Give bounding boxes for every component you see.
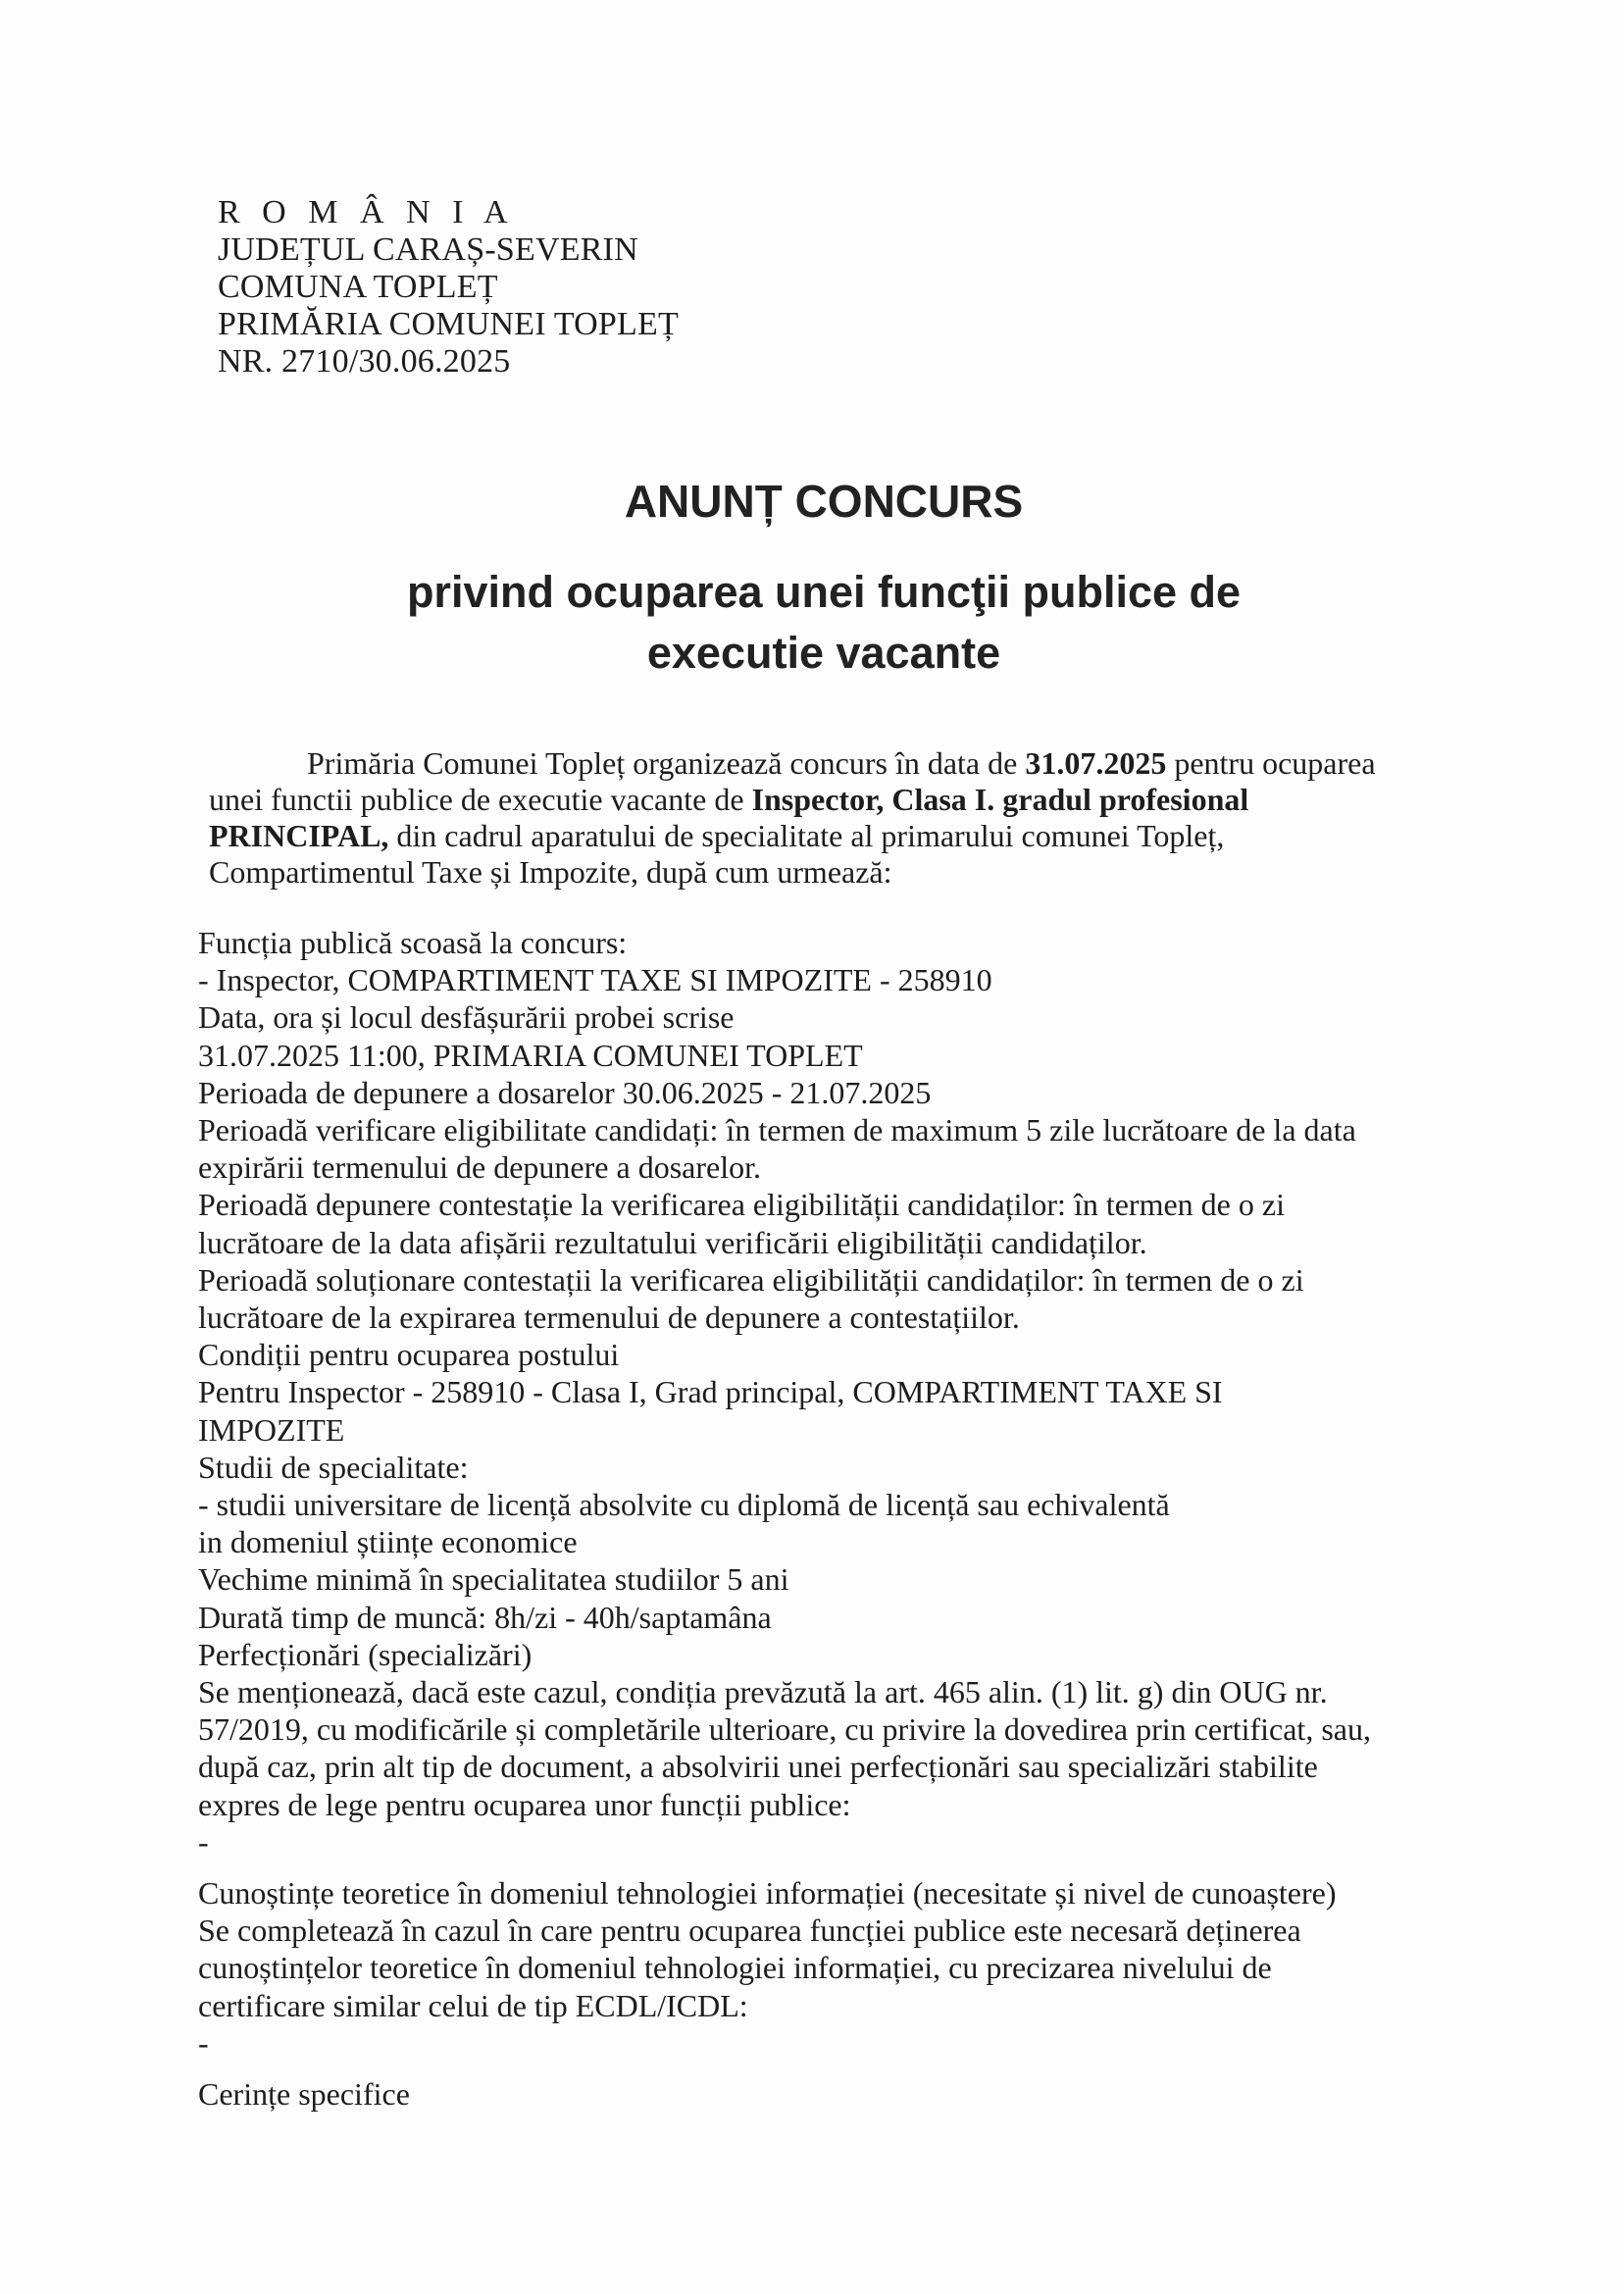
body-line: Perioadă depunere contestație la verificarea eligibilității candidaților: în termen de o zi [198,1187,1285,1223]
intro-line-3 [209,818,1376,854]
body-line: Condiții pentru ocuparea postului [198,1337,620,1373]
body-line: Se menționează, dacă este cazul, condiția prevăzută la art. 465 alin. (1) lit. g) din OUG nr. [198,1674,1328,1710]
body-line: după caz, prin alt tip de document, a absolvirii unei perfecționări sau specializări stabilite [198,1749,1318,1785]
body-line: - [198,1823,209,1860]
body-line: - Inspector, COMPARTIMENT TAXE SI IMPOZITE - 258910 [198,962,992,998]
spacer [198,2062,1371,2075]
body-line: Perioadă soluționare contestații la verificarea eligibilității candidaților: în termen de o zi [198,1261,1304,1298]
body-line: Se completează în cazul în care pentru ocuparea funcției publice este necesară deținerea [198,1912,1301,1949]
document-subtitle [12,562,1624,684]
body-line: expres de lege pentru ocuparea unor funcții publice: [198,1786,851,1822]
body-line: Cunoștințe teoretice în domeniul tehnologiei informației (necesitate și nivel de cunoaștere) [198,1875,1337,1912]
body-line: Pentru Inspector - 258910 - Clasa I, Grad principal, COMPARTIMENT TAXE SI [198,1374,1223,1410]
body-line: IMPOZITE [198,1411,345,1448]
intro-text: pentru ocuparea [1166,745,1376,781]
intro-paragraph [209,745,1376,891]
exam-date: 31.07.2025 [1025,745,1167,781]
body-line: Perfecționări (specializări) [198,1636,533,1672]
county-line: JUDEȚUL CARAȘ-SEVERIN [218,231,638,268]
body-line: Cerințe specifice [198,2076,410,2113]
body-line: 57/2019, cu modificările și completările ulterioare, cu privire la dovedirea prin certificat, sau, [198,1711,1371,1748]
intro-text: unei functii publice de executie vacante de [209,782,752,817]
body-line: - [198,2024,209,2061]
position-grade: PRINCIPAL, [209,818,389,853]
body-line: Perioada de depunere a dosarelor 30.06.2025 - 21.07.2025 [198,1074,932,1110]
body-line: expirării termenului de depunere a dosarelor. [198,1149,761,1186]
body-line: Funcția publică scoasă la concurs: [198,925,628,960]
subtitle-line-2: executie vacante [646,628,1001,678]
intro-line-4: Compartimentul Taxe și Impozite, după cum urmează: [209,854,892,890]
body-line: Data, ora și locul desfășurării probei scrise [198,999,735,1036]
commune-line: COMUNA TOPLEȚ [218,269,498,305]
body-line: Studii de specialitate: [198,1449,469,1485]
body-line: Durată timp de muncă: 8h/zi - 40h/saptamâna [198,1599,772,1635]
announcement-body [198,924,1371,2113]
body-line: in domeniul științe economice [198,1524,578,1560]
body-line: lucrătoare de la expirarea termenului de depunere a contestațiilor. [198,1300,1020,1336]
body-line: 31.07.2025 11:00, PRIMARIA COMUNEI TOPLET [198,1037,863,1073]
town-hall-line: PRIMĂRIA COMUNEI TOPLEȚ [218,306,679,342]
registration-number: NR. 2710/30.06.2025 [218,343,511,380]
spacer [198,1861,1371,1874]
body-line: Vechime minimă în specialitatea studiilor 5 ani [198,1561,789,1598]
intro-text: Primăria Comunei Topleț organizează concurs în data de [307,745,1026,781]
country-line: R O M Â N I A [218,194,515,230]
body-line: cunoștințelor teoretice în domeniul tehnologiei informației, cu precizarea nivelului de [198,1950,1272,1986]
issuer-header [218,194,679,381]
intro-line-1 [209,745,1376,782]
body-line: certificare similar celui de tip ECDL/ICDL: [198,1987,748,2023]
intro-line-2 [209,782,1376,818]
subtitle-line-1: privind ocuparea unei funcţii publice de [406,567,1242,617]
position-title: Inspector, Clasa I. gradul profesional [751,782,1249,817]
body-line: - studii universitare de licență absolvite cu diplomă de licență sau echivalentă [198,1487,1170,1523]
body-line: lucrătoare de la data afișării rezultatului verificării eligibilității candidaților. [198,1224,1147,1260]
body-line: Perioadă verificare eligibilitate candidați: în termen de maximum 5 zile lucrătoare de la data [198,1112,1356,1148]
intro-text: din cadrul aparatului de specialitate al primarului comunei Topleț, [388,818,1225,853]
document-title: ANUNȚ CONCURS [624,476,1024,527]
